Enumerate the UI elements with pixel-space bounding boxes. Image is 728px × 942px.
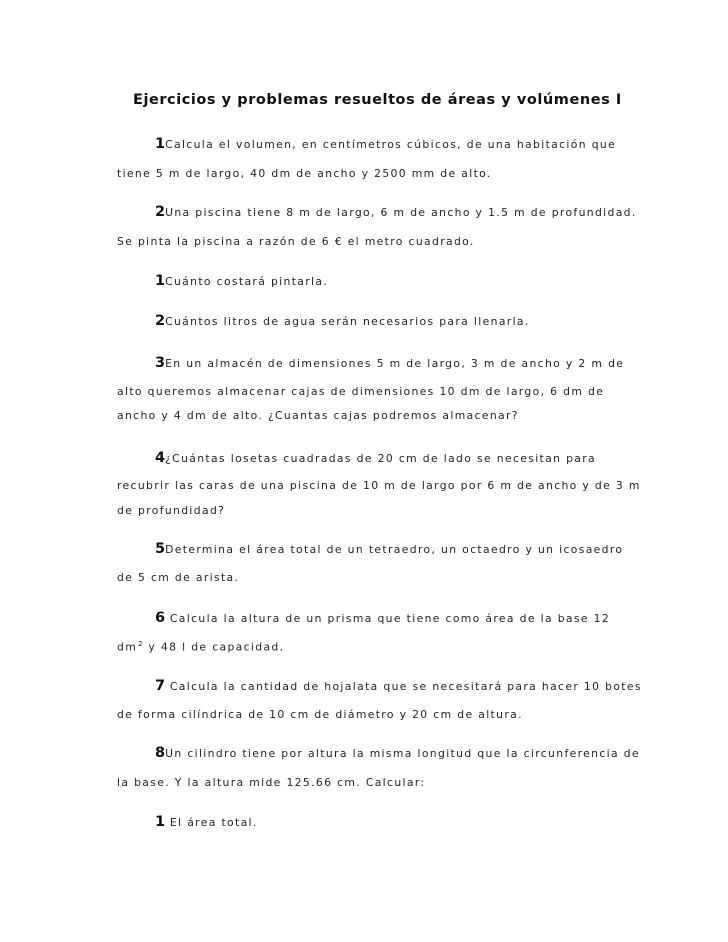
exercise-number: 7	[155, 678, 166, 694]
sub-question-text: Cuántos litros de agua serán necesarios para llenarla.	[165, 315, 530, 328]
exercise-text: y 48 l de capacidad.	[148, 640, 285, 654]
exercise-number: 1	[155, 136, 166, 152]
exercise-2-line-1	[155, 204, 637, 220]
exercise-text: Un cilindro tiene por altura la misma longitud que la circunferencia de	[165, 747, 640, 760]
sub-question-1	[155, 273, 328, 289]
exercise-3-line-3: ancho y 4 dm de alto. ¿Cuantas cajas podremos almacenar?	[117, 409, 519, 422]
exercise-5-line-2: de 5 cm de arista.	[117, 571, 240, 584]
exercise-6-line-2	[117, 640, 284, 654]
exercise-4-line-2: recubrir las caras de una piscina de 10 m de largo por 6 m de ancho y de 3 m	[117, 479, 641, 492]
exercise-4-line-3: de profundidad?	[117, 504, 226, 517]
exercise-number: 3	[155, 355, 166, 371]
exercise-number: 4	[155, 450, 166, 466]
exercise-text: ¿Cuántas losetas cuadradas de 20 cm de lado se necesitan para	[165, 452, 596, 465]
page-title: Ejercicios y problemas resueltos de áreas y volúmenes I	[133, 92, 622, 108]
exercise-number: 2	[155, 204, 166, 220]
exercise-2-line-2: Se pinta la piscina a razón de 6 € el metro cuadrado.	[117, 235, 475, 248]
exercise-1-line-2: tiene 5 m de largo, 40 dm de ancho y 2500 mm de alto.	[117, 167, 492, 180]
exercise-8-line-2: la base. Y la altura mide 125.66 cm. Calcular:	[117, 776, 426, 789]
sub-question-number: 2	[155, 313, 166, 329]
exercise-8-line-1	[155, 745, 640, 761]
sub-question-text: Cuánto costará pintarla.	[165, 275, 329, 288]
exercise-5-line-1	[155, 541, 623, 557]
sub-question-1	[155, 814, 258, 830]
exercise-text: Calcula el volumen, en centímetros cúbicos, de una habitación que	[165, 138, 617, 151]
sub-question-2	[155, 313, 530, 329]
exercise-text: Una piscina tiene 8 m de largo, 6 m de ancho y 1.5 m de profundidad.	[165, 206, 637, 219]
exercise-number: 5	[155, 541, 166, 557]
exercise-text: En un almacén de dimensiones 5 m de largo, 3 m de ancho y 2 m de	[165, 357, 625, 370]
exercise-7-line-1	[155, 678, 642, 694]
exercise-4-line-1	[155, 450, 596, 466]
exercise-text: Calcula la cantidad de hojalata que se necesitará para hacer 10 botes	[169, 680, 642, 693]
exercise-7-line-2: de forma cilíndrica de 10 cm de diámetro y 20 cm de altura.	[117, 708, 523, 721]
exercise-3-line-2: alto queremos almacenar cajas de dimensiones 10 dm de largo, 6 dm de	[117, 385, 605, 398]
sub-question-number: 1	[155, 814, 166, 830]
exercise-text: Calcula la altura de un prisma que tiene como área de la base 12	[169, 612, 611, 625]
sub-question-number: 1	[155, 273, 166, 289]
exercise-6-line-1	[155, 610, 610, 626]
superscript: 2	[138, 640, 143, 648]
exercise-number: 6	[155, 610, 166, 626]
exercise-3-line-1	[155, 355, 624, 371]
sub-question-text: El área total.	[169, 816, 258, 829]
unit-text: dm	[117, 640, 138, 654]
exercise-1-line-1	[155, 136, 616, 152]
exercise-number: 8	[155, 745, 166, 761]
exercise-text: Determina el área total de un tetraedro, un octaedro y un icosaedro	[165, 543, 624, 556]
